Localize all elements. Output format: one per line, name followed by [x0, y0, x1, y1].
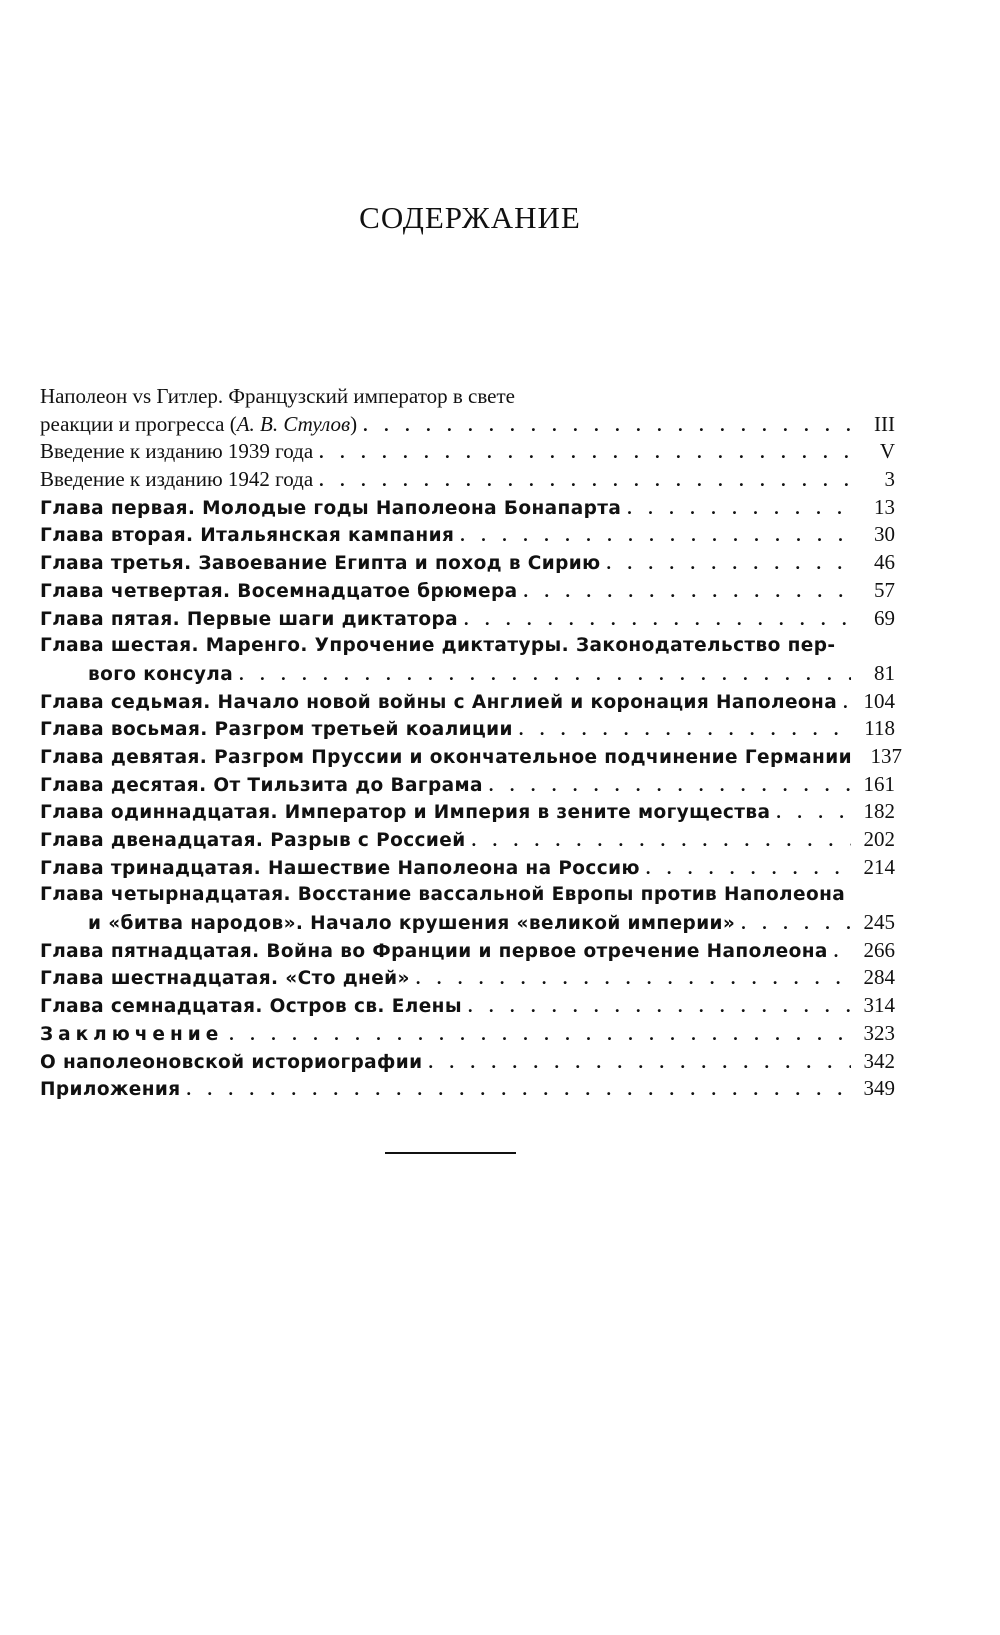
leader-dots [464, 606, 851, 634]
toc-entry[interactable] [40, 992, 895, 1020]
toc-entry[interactable] [40, 1020, 895, 1048]
toc-entry[interactable] [40, 826, 895, 854]
leader-dots [229, 1021, 851, 1049]
toc-entry[interactable] [40, 1075, 895, 1103]
toc-entry-label: Глава четырнадцатая. Восстание вассальной Европы против Наполеона [40, 884, 846, 906]
leader-dots [460, 522, 851, 550]
toc-entry-label-continued: и «битва народов». Начало крушения «великой империи» [88, 913, 736, 935]
toc-entry-label: Заключение [40, 1023, 224, 1045]
toc-entry[interactable] [40, 937, 895, 965]
toc-entry-label: Введение к изданию 1942 года [40, 467, 314, 492]
leader-dots [489, 772, 851, 800]
leader-dots [741, 910, 851, 938]
toc-entry[interactable] [40, 605, 895, 633]
toc-entry-label: Глава двенадцатая. Разрыв с Россией [40, 830, 466, 852]
toc-entry[interactable] [40, 771, 895, 799]
toc-entry[interactable] [40, 438, 895, 466]
toc-entry-label: Глава шестнадцатая. «Сто дней» [40, 968, 410, 990]
toc-entry-label: Глава третья. Завоевание Египта и поход в Сирию [40, 553, 601, 575]
toc-entry[interactable] [40, 688, 895, 716]
toc-entry[interactable] [40, 854, 895, 882]
leader-dots [519, 716, 851, 744]
toc-entry-label: Глава восьмая. Разгром третьей коалиции [40, 719, 513, 741]
toc-entry-label: Глава пятая. Первые шаги диктатора [40, 608, 458, 630]
toc-page-number: 182 [863, 799, 895, 824]
toc-entry[interactable] [40, 549, 895, 577]
leader-dots [834, 938, 851, 966]
toc-entry-label: Глава седьмая. Начало новой войны с Англией и коронация Наполеона [40, 691, 838, 713]
toc-entry[interactable] [40, 632, 895, 687]
toc-entry-label: Глава одиннадцатая. Император и Империя в зените могущества [40, 802, 771, 824]
toc-entry[interactable] [40, 715, 895, 743]
leader-dots [363, 412, 851, 440]
toc-page-number: 202 [863, 827, 895, 852]
toc-entry-label: Глава первая. Молодые годы Наполеона Бонапарта [40, 497, 622, 519]
leader-dots [627, 495, 851, 523]
toc-entry[interactable] [40, 521, 895, 549]
leader-dots [187, 1076, 851, 1104]
toc-entry-label: Глава пятнадцатая. Война во Франции и первое отречение Наполеона [40, 940, 828, 962]
leader-dots [523, 578, 851, 606]
leader-dots [319, 467, 851, 495]
toc-page-number: 30 [874, 522, 895, 547]
toc-entry-label: О наполеоновской историографии [40, 1051, 423, 1073]
toc-page-number: 69 [874, 605, 895, 630]
toc-page-number: 57 [874, 577, 895, 602]
toc-entry-label-continued: реакции и прогресса (А. В. Стулов) [40, 411, 358, 436]
toc-page-number: 349 [863, 1076, 895, 1101]
toc-page-number: 161 [863, 771, 895, 796]
toc-page-number: 3 [884, 467, 895, 492]
toc-entry[interactable] [40, 964, 895, 992]
toc-entry[interactable] [40, 743, 902, 771]
toc-page-number: 118 [864, 716, 895, 741]
leader-dots [416, 965, 851, 993]
toc-entry-label: Глава девятая. Разгром Пруссии и окончательное подчинение Германии [40, 746, 852, 768]
leader-dots [239, 661, 851, 689]
toc-entry-label: Приложения [40, 1079, 181, 1101]
leader-dots [468, 993, 851, 1021]
leader-dots [319, 439, 851, 467]
leader-dots [429, 1049, 851, 1077]
toc-entry[interactable] [40, 466, 895, 494]
leader-dots [607, 550, 851, 578]
page-title: СОДЕРЖАНИЕ [359, 200, 581, 235]
toc-page-number: V [879, 439, 895, 464]
author-name: А. В. Стулов [236, 411, 351, 436]
toc-page-number: 81 [874, 660, 895, 685]
leader-dots [843, 689, 851, 717]
toc-page-number: 137 [870, 743, 902, 768]
toc-entry-label: Глава тринадцатая. Нашествие Наполеона на Россию [40, 857, 640, 879]
leader-dots [776, 799, 851, 827]
toc-entry-label: Глава семнадцатая. Остров св. Елены [40, 996, 462, 1018]
toc-entry[interactable] [40, 881, 895, 936]
toc-entry[interactable] [40, 798, 895, 826]
toc-page-number: 214 [863, 854, 895, 879]
leader-dots [646, 855, 851, 883]
toc-page-number: III [874, 411, 895, 436]
toc-page-number: 266 [863, 937, 895, 962]
toc-entry[interactable] [40, 383, 895, 438]
toc-page-number: 104 [863, 688, 895, 713]
toc-page-number: 323 [863, 1020, 895, 1045]
toc-entry-label-continued: вого консула [88, 663, 234, 685]
toc-page-number: 245 [863, 910, 895, 935]
toc-page-number: 13 [874, 494, 895, 519]
toc-entry[interactable] [40, 494, 895, 522]
toc-entry-label: Глава десятая. От Тильзита до Ваграма [40, 774, 483, 796]
closing-rule-divider [385, 1152, 516, 1154]
toc-entry-label: Глава вторая. Итальянская кампания [40, 525, 455, 547]
toc-entry[interactable] [40, 577, 895, 605]
toc-entry-label: Глава четвертая. Восемнадцатое брюмера [40, 580, 518, 602]
table-of-contents [40, 383, 902, 1103]
toc-page-number: 284 [863, 965, 895, 990]
toc-entry-label: Наполеон vs Гитлер. Французский император в свете [40, 384, 515, 408]
toc-entry-label: Введение к изданию 1939 года [40, 439, 314, 464]
toc-entry-label: Глава шестая. Маренго. Упрочение диктатуры. Законодательство пер- [40, 635, 836, 657]
toc-page-number: 314 [863, 993, 895, 1018]
leader-dots [472, 827, 851, 855]
toc-page-number: 46 [874, 550, 895, 575]
toc-entry[interactable] [40, 1048, 895, 1076]
toc-page-number: 342 [863, 1048, 895, 1073]
